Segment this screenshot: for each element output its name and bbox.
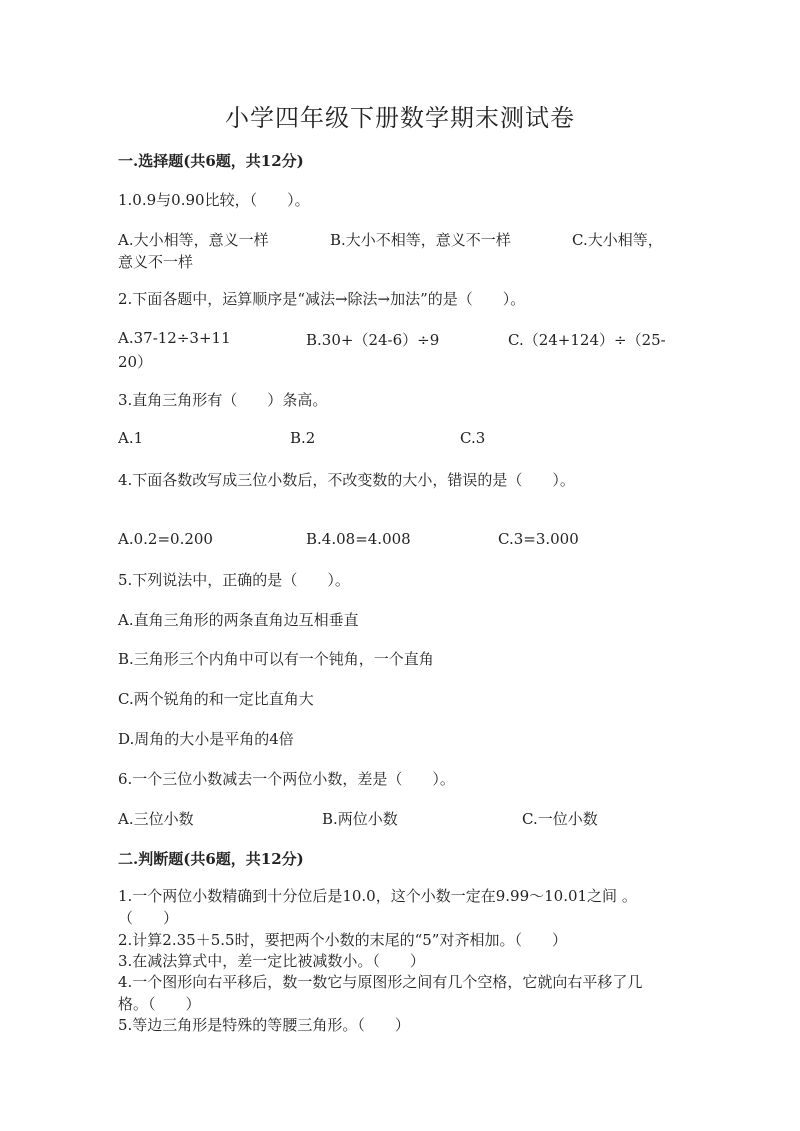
question-1-stem: 1.0.9与0.90比较，（ ）。 (118, 191, 310, 209)
question-3-option-a: A.1 (118, 429, 144, 447)
question-1-option-c-cont: 意义不一样 (118, 253, 194, 271)
question-6-option-b: B.两位小数 (322, 810, 398, 828)
judgement-item-4: 4.一个图形向右平移后，数一数它与原图形之间有几个空格，它就向右平移了几格。（ ） (118, 973, 643, 1013)
question-5-option-b: B.三角形三个内角中可以有一个钝角，一个直角 (118, 650, 434, 668)
question-1-option-b: B.大小不相等，意义不一样 (330, 231, 511, 249)
question-5-option-c: C.两个锐角的和一定比直角大 (118, 690, 314, 708)
judgement-item-2: 2.计算2.35＋5.5时，要把两个小数的末尾的“5”对齐相加。（ ） (118, 931, 567, 949)
question-1-option-c: C.大小相等， (572, 231, 663, 249)
question-6-stem: 6.一个三位小数减去一个两位小数，差是（ ）。 (118, 770, 455, 788)
judgement-item-1: 1.一个两位小数精确到十分位后是10.0，这个小数一定在9.99～10.01之间 。（ ） (118, 887, 637, 927)
question-1-option-a: A.大小相等，意义一样 (118, 231, 269, 249)
question-6-option-c: C.一位小数 (522, 810, 598, 828)
question-2-option-c-cont: 20） (118, 353, 153, 371)
question-2-option-c: C.（24+124）÷（25- (508, 331, 666, 349)
question-3-option-c: C.3 (460, 429, 486, 447)
section-heading-judgement: 二.判断题(共6题，共12分) (118, 850, 304, 868)
question-5-option-a: A.直角三角形的两条直角边互相垂直 (118, 611, 359, 629)
question-5-option-d: D.周角的大小是平角的4倍 (118, 730, 294, 748)
question-4-stem: 4.下面各数改写成三位小数后，不改变数的大小，错误的是（ ）。 (118, 471, 575, 489)
question-2-option-b: B.30+（24-6）÷9 (306, 331, 440, 349)
question-2-option-a: A.37-12÷3+11 (118, 329, 231, 347)
section-heading-choice: 一.选择题(共6题，共12分) (118, 152, 304, 170)
question-5-stem: 5.下列说法中，正确的是（ ）。 (118, 571, 350, 589)
question-4-option-a: A.0.2=0.200 (118, 530, 213, 548)
question-4-option-b: B.4.08=4.008 (306, 530, 411, 548)
judgement-item-3: 3.在减法算式中，差一定比被减数小。（ ） (118, 952, 425, 970)
question-4-option-c: C.3=3.000 (498, 530, 579, 548)
judgement-item-5: 5.等边三角形是特殊的等腰三角形。（ ） (118, 1016, 410, 1034)
question-3-option-b: B.2 (290, 429, 316, 447)
question-3-stem: 3.直角三角形有（ ）条高。 (118, 391, 328, 409)
question-6-option-a: A.三位小数 (118, 810, 194, 828)
page-title: 小学四年级下册数学期末测试卷 (225, 104, 575, 132)
question-2-stem: 2.下面各题中，运算顺序是“减法→除法→加法”的是（ ）。 (118, 290, 526, 308)
